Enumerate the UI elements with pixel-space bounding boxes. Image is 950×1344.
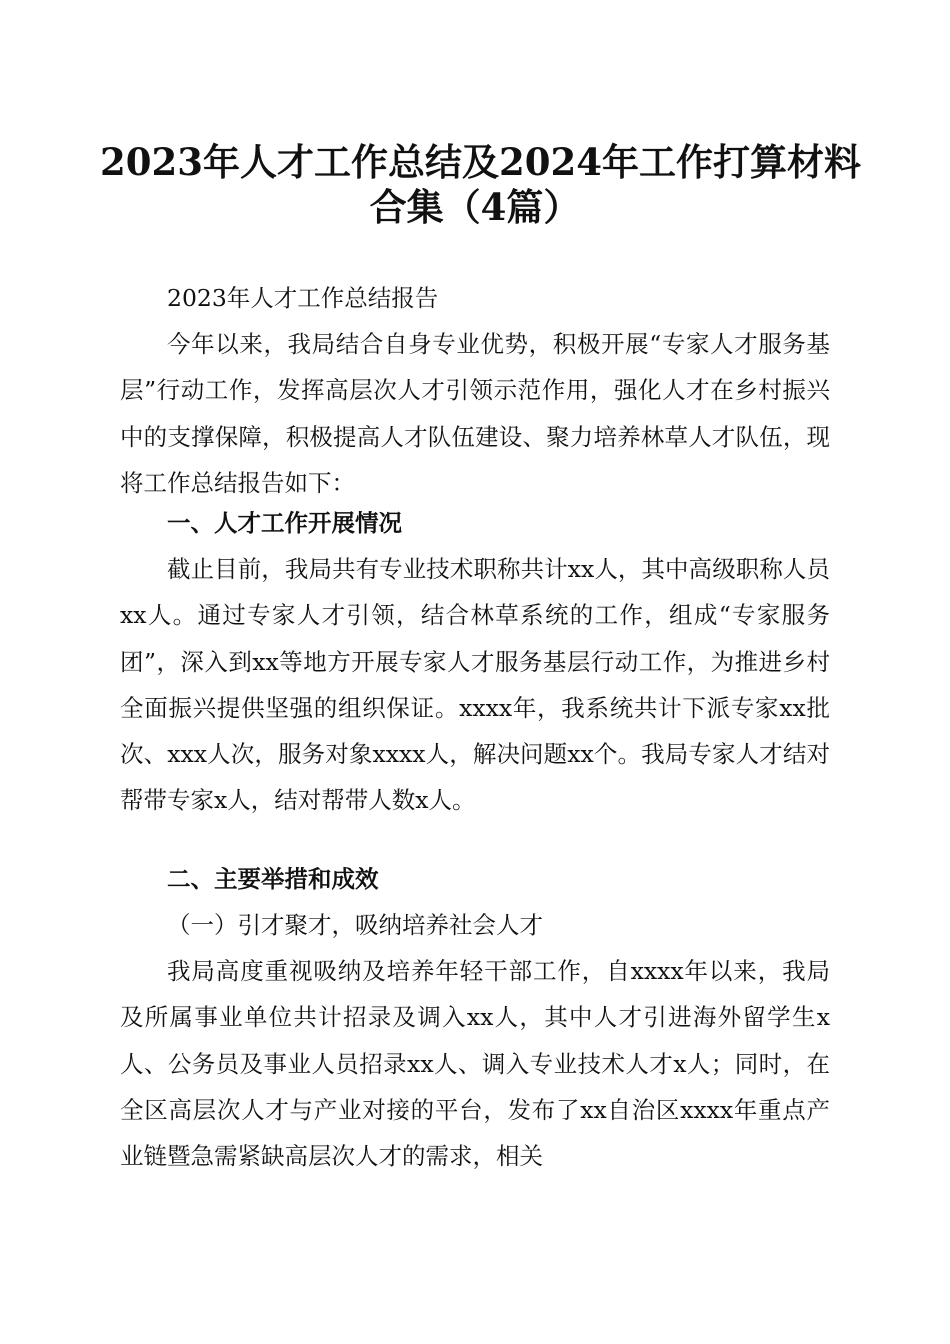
subsection1-paragraph: 我局高度重视吸纳及培养年轻干部工作，自xxxx年以来，我局及所属事业单位共计招录及调入xx人，其中人才引进海外留学生x人、公务员及事业人员招录xx人、调入专业技术人才x人；同时，在全区高层次人才与产业对接的平台，发布了xx自治区xxxx年重点产业链暨急需紧缺高层次人才的需求，相关 (120, 957, 830, 1171)
section1-heading: 一、人才工作开展情况 (167, 509, 402, 537)
section1-paragraph: 截止目前，我局共有专业技术职称共计xx人，其中高级职称人员xx人。通过专家人才引领，结合林草系统的工作，组成“专家服务团”，深入到xx等地方开展专家人才服务基层行动工作，为推进乡村全面振兴提供坚强的组织保证。xxxx年，我系统共计下派专家xx批次、xxx人次，服务对象xxxx人，解决问题xx个。我局专家人才结对帮带专家x人，结对帮带人数x人。 (120, 555, 830, 815)
intro-paragraph: 今年以来，我局结合自身专业优势，积极开展“专家人才服务基层”行动工作，发挥高层次人才引领示范作用，强化人才在乡村振兴中的支撑保障，积极提高人才队伍建设、聚力培养林草人才队伍，现将工作总结报告如下： (120, 330, 830, 497)
report-title: 2023年人才工作总结报告 (167, 284, 439, 312)
document-title-line2: 合集（4篇） (369, 185, 581, 229)
section2-heading: 二、主要举措和成效 (167, 865, 379, 893)
document-title-line1: 2023年人才工作总结及2024年工作打算材料 (100, 140, 861, 184)
subsection1-heading: （一）引才聚才，吸纳培养社会人才 (167, 911, 543, 939)
